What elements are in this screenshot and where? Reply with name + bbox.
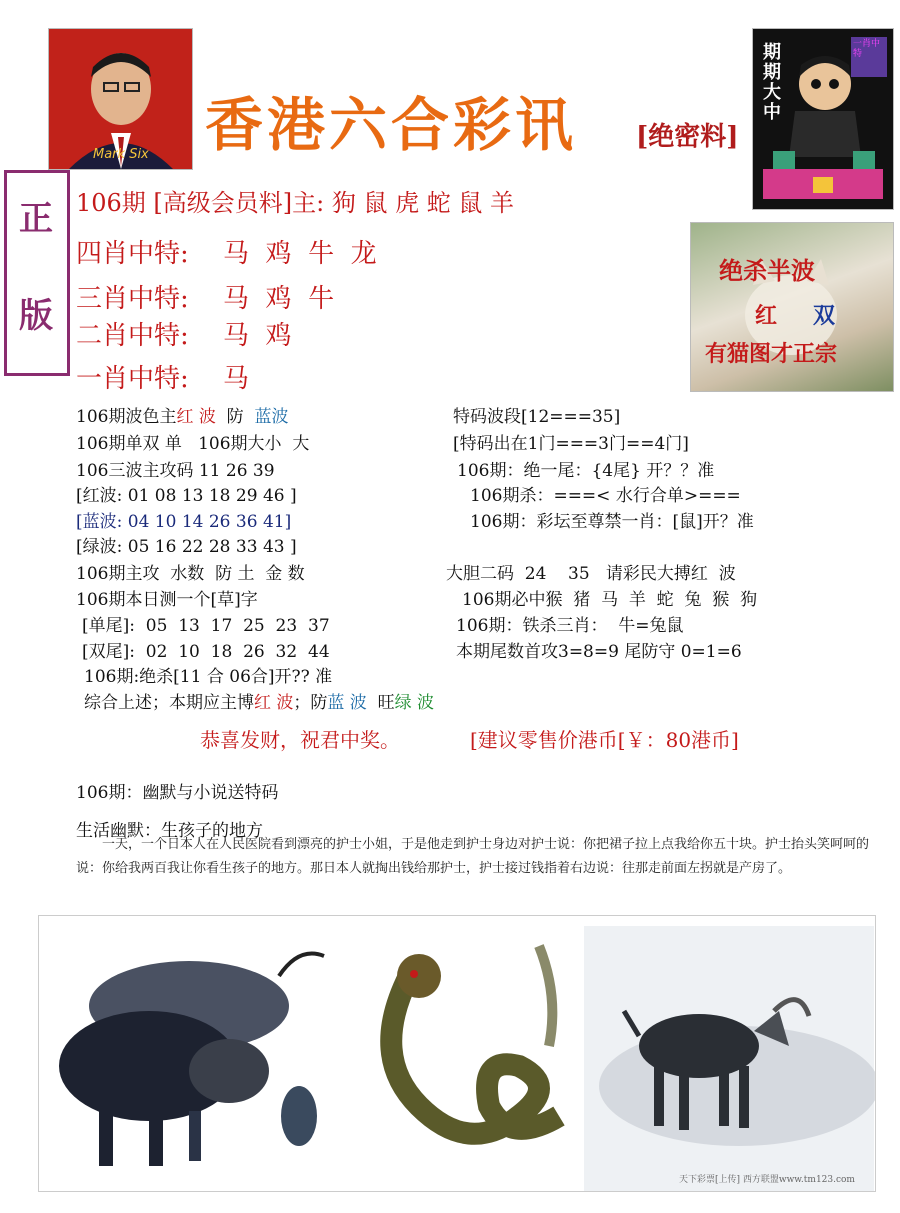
joke-text: 一天，一个日本人在人民医院看到漂亮的护士小姐，于是他走到护士身边对护士说：你把裙子拉上点我给你五十块。护士抬头笑呵呵的说：你给我两百我让你看生孩子的地方。那日本人就掏出钱给那护士，护士接过钱指着右边说：往那走前面左拐就是产房了。 — [76, 837, 870, 876]
prediction-one — [76, 358, 249, 395]
mascot-caption: 期期大中 — [763, 42, 781, 123]
right-bodu: 特码波段[12===35] — [453, 407, 621, 427]
prediction-values: 马 鸡 牛 — [223, 284, 335, 314]
gallery-watermark: 天下彩票[上传] 西方联盟www.tm123.com — [679, 1175, 855, 1185]
page-subtitle: [绝密料] — [636, 122, 739, 152]
left-red-wave: [红波: 01 08 13 18 29 46 ] — [76, 486, 297, 506]
right-weishu: 本期尾数首攻3=8=9 尾防守 0=1=6 — [456, 642, 742, 662]
side-label-top: 正 — [19, 199, 53, 239]
left-summary — [84, 688, 434, 713]
right-dadan: 大胆二码 24 35 请彩民大搏红 波 — [446, 564, 736, 584]
right-sha: 106期杀：===< 水行合单>=== — [470, 486, 741, 506]
left-shuang-tail: [双尾]: 02 10 18 26 32 44 — [82, 642, 330, 662]
right-jueyiwei: 106期：绝一尾：{4尾} 开？？准 — [457, 461, 715, 481]
prediction-values: 马 鸡 — [223, 321, 292, 351]
summary-mid: ；防 — [293, 693, 328, 713]
cat-image-box — [690, 222, 894, 392]
left-bose — [76, 402, 288, 427]
page-title: 香港六合彩讯 — [205, 91, 578, 159]
summary-blue: 蓝 波 — [327, 693, 367, 713]
prediction-label: 四肖中特: — [76, 239, 189, 269]
left-sanbo: 106三波主攻码 11 26 39 — [76, 461, 275, 481]
portrait-caption: Mark Six — [93, 147, 149, 162]
cat-box-line1: 绝杀半波 — [719, 256, 815, 285]
left-blue-wave: [蓝波: 04 10 14 26 36 41] — [76, 512, 292, 532]
left-danshuang: 106期单双 单 106期大小 大 — [76, 434, 310, 454]
prediction-label: 二肖中特: — [76, 321, 189, 351]
joke-heading: 106期：幽默与小说送特码 — [76, 783, 279, 803]
prediction-values: 马 鸡 牛 龙 — [223, 239, 377, 269]
side-label-bottom: 版 — [19, 296, 53, 336]
authentic-edition-label — [4, 170, 70, 376]
left-green-wave: [绿波: 05 16 22 28 33 43 ] — [76, 537, 297, 557]
zodiac-gallery — [38, 915, 876, 1192]
left-ceyi: 106期本日测一个[草]字 — [76, 590, 258, 610]
prediction-label: 一肖中特: — [76, 364, 189, 394]
cat-box-double: 双 — [813, 303, 836, 329]
summary-red: 红 波 — [254, 693, 294, 713]
congrats-text: 恭喜发财，祝君中奖。 — [200, 728, 400, 752]
summary-mid2: 旺 — [366, 693, 395, 713]
left-juesha: 106期:绝杀[11 合 06合]开?? 准 — [84, 667, 333, 687]
mascot-badge: 一肖中特 — [853, 39, 881, 59]
bose-red: 红 波 — [176, 407, 216, 427]
summary-green: 绿 波 — [394, 693, 435, 713]
right-zhizun: 106期：彩坛至尊禁一肖：[鼠]开？准 — [470, 512, 754, 532]
joke-subheading: 生活幽默：生孩子的地方 — [76, 821, 263, 841]
left-zhugong: 106期主攻 水数 防 土 金 数 — [76, 564, 305, 584]
mascot-image — [752, 28, 894, 210]
prediction-three — [76, 278, 334, 315]
left-dan-tail: [单尾]: 05 13 17 25 23 37 — [82, 616, 330, 636]
member-header-line: 106期 [高级会员料]主: 狗 鼠 虎 蛇 鼠 羊 — [76, 189, 515, 217]
prediction-label: 三肖中特: — [76, 284, 189, 314]
prediction-four — [76, 233, 377, 270]
prediction-two — [76, 315, 292, 352]
bose-mid: 防 — [215, 407, 255, 427]
cat-box-red: 红 — [755, 303, 778, 329]
bose-blue: 蓝波 — [254, 407, 289, 427]
right-bizhong: 106期必中猴 猪 马 羊 蛇 兔 猴 狗 — [462, 590, 758, 610]
portrait-image — [48, 28, 193, 170]
prediction-values: 马 — [223, 364, 250, 394]
cat-box-line3: 有猫图才正宗 — [705, 341, 838, 367]
bose-prefix: 106期波色主 — [76, 407, 177, 427]
right-tiesha: 106期：铁杀三肖： 牛=兔鼠 — [456, 616, 684, 636]
goat-painting — [584, 926, 875, 1191]
price-text: [建议零售价港币[￥：80港币] — [470, 728, 739, 752]
right-chuzai: [特码出在1门===3门==4门] — [453, 434, 689, 454]
summary-prefix: 综合上述；本期应主博 — [84, 693, 254, 713]
